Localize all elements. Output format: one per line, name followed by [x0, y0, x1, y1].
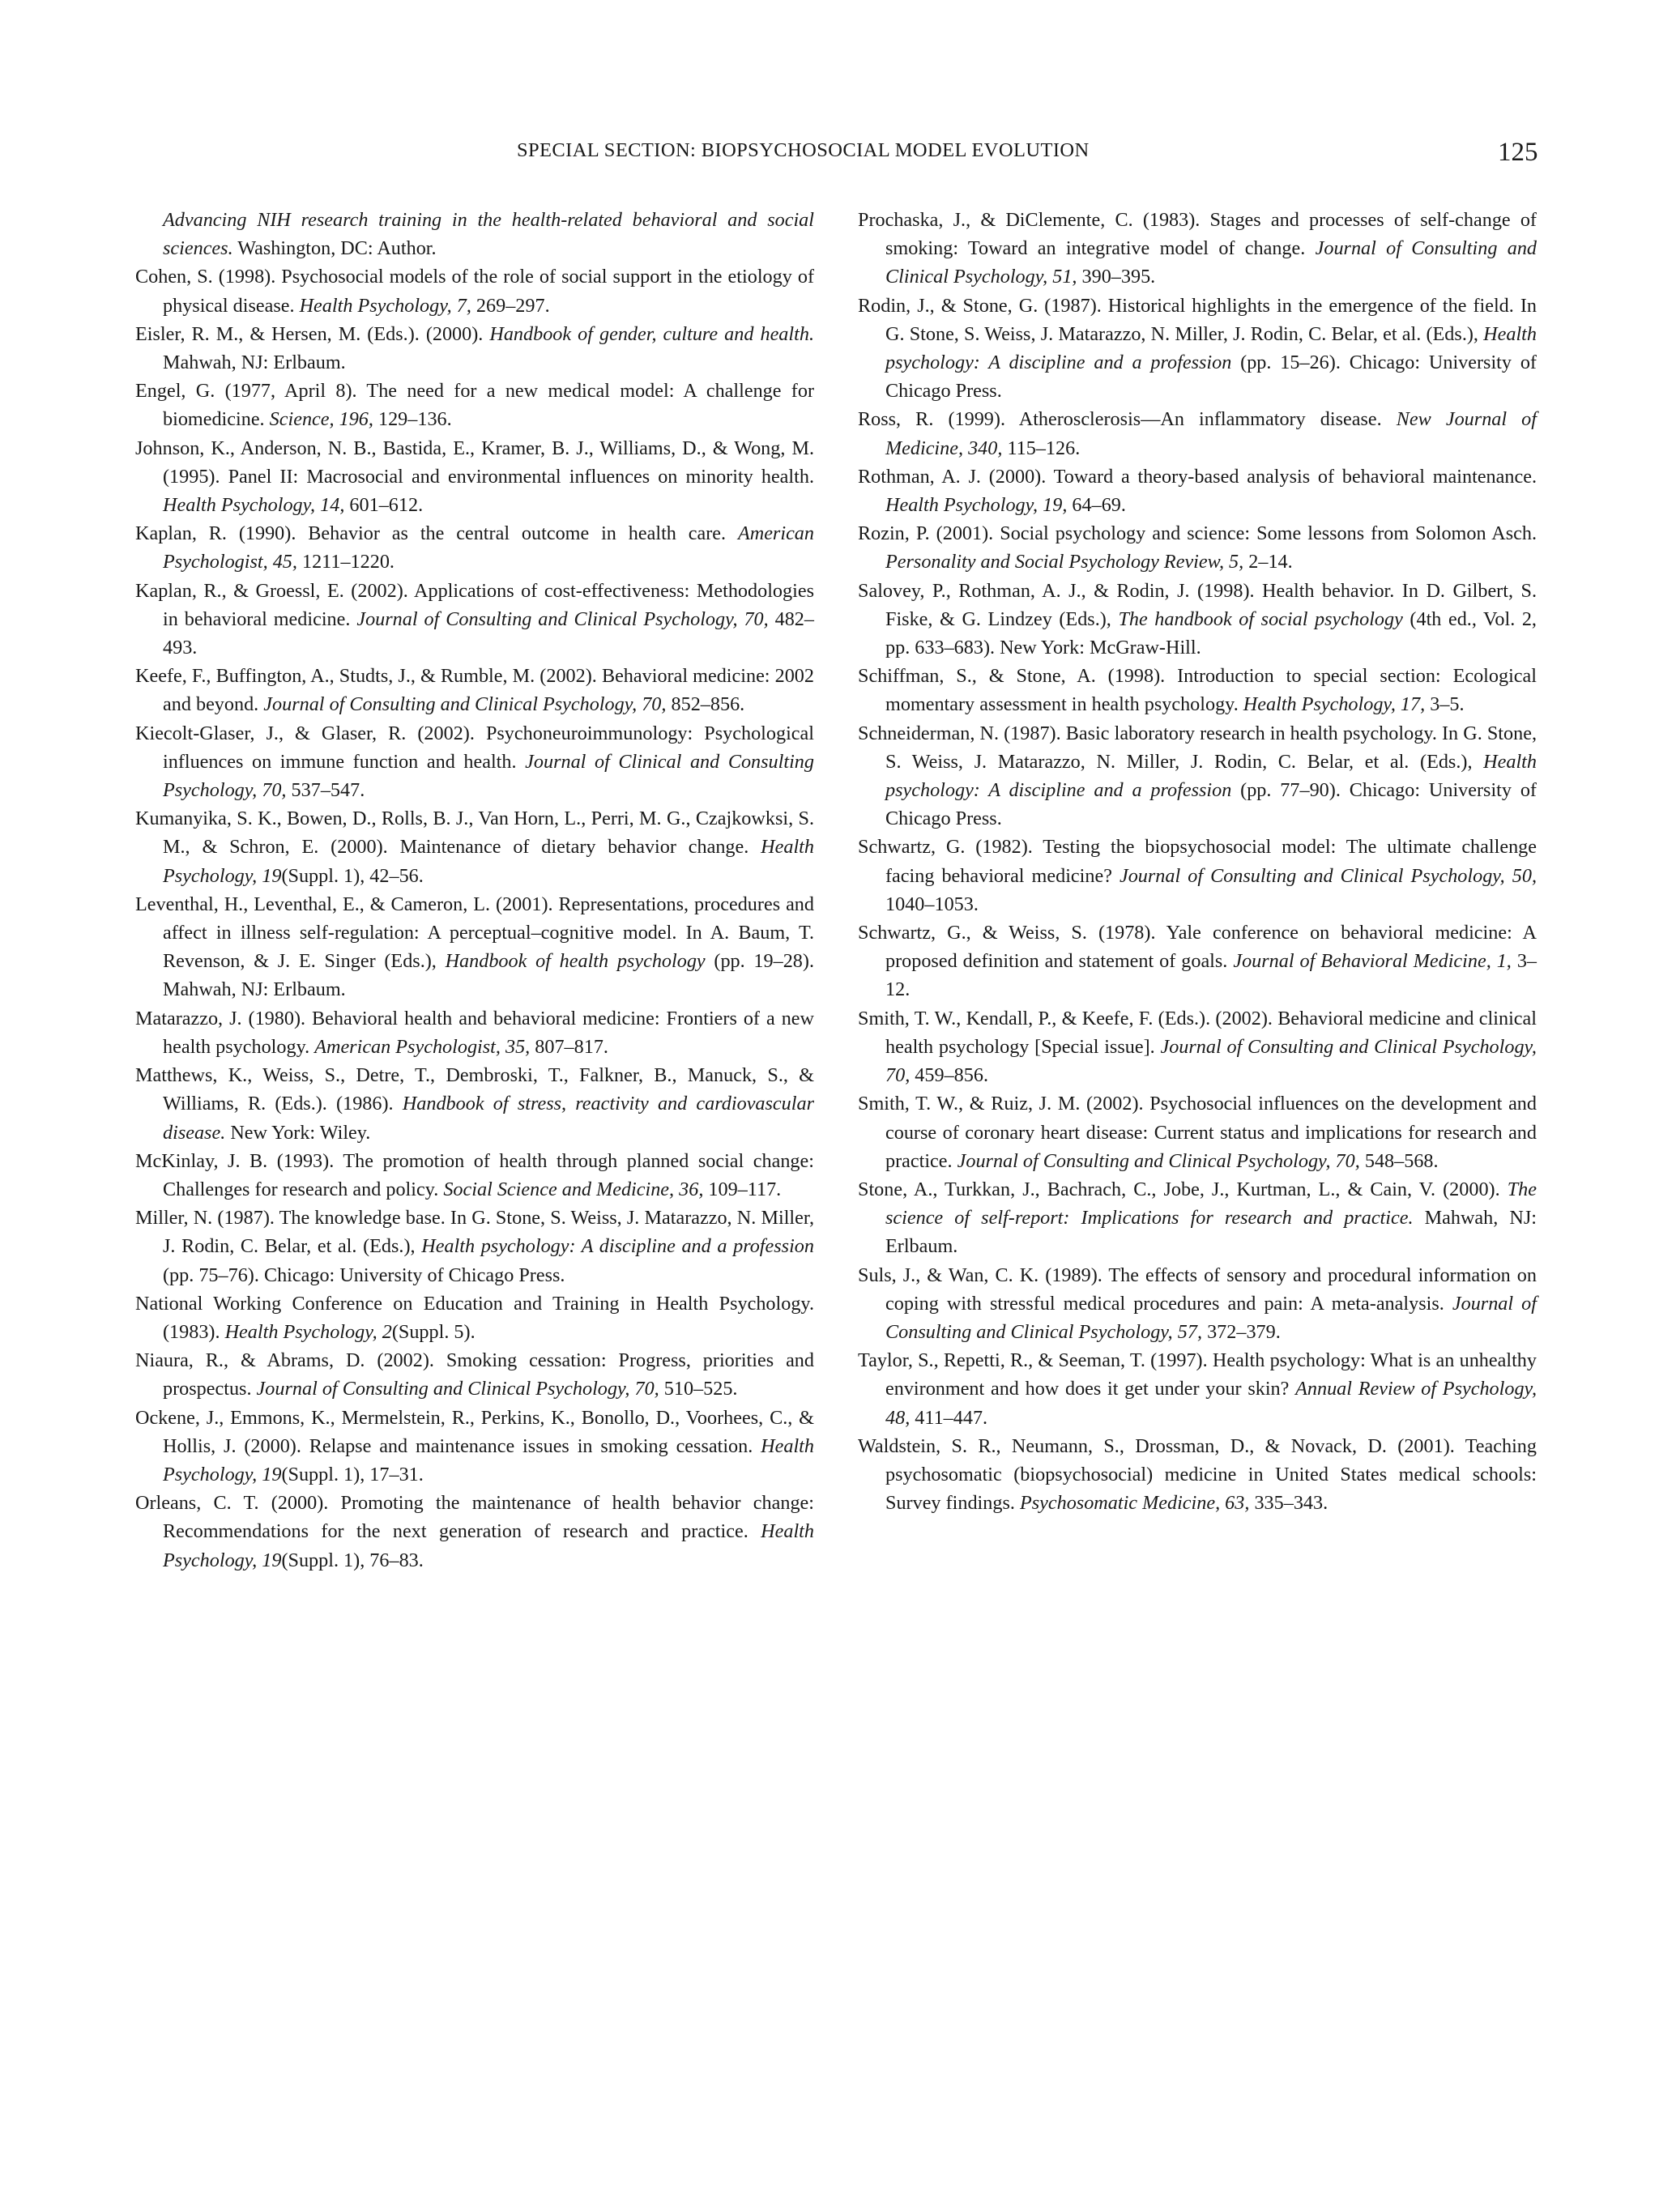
reference-entry: Stone, A., Turkkan, J., Bachrach, C., Jobe, J., Kurtman, L., & Cain, V. (2000). The science of self-report: Implications for research and practice. Mahwah, NJ: Erlbaum. [858, 1178, 1537, 1258]
reference-entry: Smith, T. W., & Ruiz, J. M. (2002). Psychosocial influences on the development and course of coronary heart disease: Current status and implications for research and practice. Journal of Consulting and Clinical Psychology, 70, 548–568. [858, 1093, 1537, 1172]
reference-entry: Schiffman, S., & Stone, A. (1998). Introduction to special section: Ecological momentary assessment in health psychology. Health Psychology, 17, 3–5. [858, 665, 1537, 716]
reference-entry: Advancing NIH research training in the health-related behavioral and social sciences. Washington, DC: Author. [163, 209, 814, 260]
reference-entry: National Working Conference on Education and Training in Health Psychology. (1983). Health Psychology, 2(Suppl. 5). [135, 1292, 814, 1343]
reference-column-left [135, 206, 814, 1575]
reference-entry: Matthews, K., Weiss, S., Detre, T., Dembroski, T., Falkner, B., Manuck, S., & Williams, R. (Eds.). (1986). Handbook of stress, reactivity and cardiovascular disease. New York: Wiley. [135, 1064, 814, 1144]
reference-entry: Prochaska, J., & DiClemente, C. (1983). Stages and processes of self-change of smoking: Toward an integrative model of change. Journal of Consulting and Clinical Psychology, 51, 390–395. [858, 209, 1537, 288]
reference-entry: Miller, N. (1987). The knowledge base. In G. Stone, S. Weiss, J. Matarazzo, N. Miller, J. Rodin, C. Belar, et al. (Eds.), Health psychology: A discipline and a profession (pp. 75–76). Chicago: University of Chicago Press. [135, 1207, 814, 1286]
reference-entry: Kaplan, R., & Groessl, E. (2002). Applications of cost-effectiveness: Methodologies in behavioral medicine. Journal of Consulting and Clinical Psychology, 70, 482–493. [135, 579, 814, 659]
reference-entry: Rozin, P. (2001). Social psychology and science: Some lessons from Solomon Asch. Personality and Social Psychology Review, 5, 2–14. [858, 522, 1537, 573]
reference-entry: Keefe, F., Buffington, A., Studts, J., & Rumble, M. (2002). Behavioral medicine: 2002 and beyond. Journal of Consulting and Clinical Psychology, 70, 852–856. [135, 665, 814, 716]
reference-entry: Waldstein, S. R., Neumann, S., Drossman, D., & Novack, D. (2001). Teaching psychosomatic (biopsychosocial) medicine in United States medical schools: Survey findings. Psychosomatic Medicine, 63, 335–343. [858, 1434, 1537, 1515]
reference-column-right [858, 206, 1537, 1517]
reference-entry: Eisler, R. M., & Hersen, M. (Eds.). (2000). Handbook of gender, culture and health. Mahwah, NJ: Erlbaum. [135, 322, 814, 374]
page-number: 125 [1498, 138, 1538, 167]
reference-entry: Engel, G. (1977, April 8). The need for a new medical model: A challenge for biomedicine. Science, 196, 129–136. [135, 380, 814, 431]
reference-entry: Ross, R. (1999). Atherosclerosis—An inflammatory disease. New Journal of Medicine, 340, 115–126. [858, 408, 1537, 459]
reference-entry: Matarazzo, J. (1980). Behavioral health and behavioral medicine: Frontiers of a new health psychology. American Psychologist, 35, 807–817. [135, 1007, 814, 1058]
reference-entry: Suls, J., & Wan, C. K. (1989). The effects of sensory and procedural information on coping with stressful medical procedures and pain: A meta-analysis. Journal of Consulting and Clinical Psychology, 57, 372–379. [858, 1264, 1537, 1343]
reference-entry: Leventhal, H., Leventhal, E., & Cameron, L. (2001). Representations, procedures and affect in illness self-regulation: A perceptual–cognitive model. In A. Baum, T. Revenson, & J. E. Singer (Eds.), Handbook of health psychology (pp. 19–28). Mahwah, NJ: Erlbaum. [135, 893, 814, 1001]
reference-entry: Kaplan, R. (1990). Behavior as the central outcome in health care. American Psychologist, 45, 1211–1220. [135, 522, 814, 573]
reference-entry: Orleans, C. T. (2000). Promoting the maintenance of health behavior change: Recommendations for the next generation of research and practice. Health Psychology, 19(Suppl. 1), 76–83. [135, 1492, 814, 1571]
reference-entry: Kiecolt-Glaser, J., & Glaser, R. (2002). Psychoneuroimmunology: Psychological influences on immune function and health. Journal of Clinical and Consulting Psychology, 70, 537–547. [135, 722, 814, 802]
reference-entry: Rodin, J., & Stone, G. (1987). Historical highlights in the emergence of the field. In G. Stone, S. Weiss, J. Matarazzo, N. Miller, J. Rodin, C. Belar, et al. (Eds.), Health psychology: A discipline and a profession (pp. 15–26). Chicago: University of Chicago Press. [858, 294, 1537, 403]
reference-entry: Niaura, R., & Abrams, D. (2002). Smoking cessation: Progress, priorities and prospectus. Journal of Consulting and Clinical Psychology, 70, 510–525. [135, 1349, 814, 1400]
reference-entry: Cohen, S. (1998). Psychosocial models of the role of social support in the etiology of physical disease. Health Psychology, 7, 269–297. [135, 266, 814, 317]
reference-entry: Ockene, J., Emmons, K., Mermelstein, R., Perkins, K., Bonollo, D., Voorhees, C., & Hollis, J. (2000). Relapse and maintenance issues in smoking cessation. Health Psychology, 19(Suppl. 1), 17–31. [135, 1406, 814, 1485]
reference-entry: Schwartz, G. (1982). Testing the biopsychosocial model: The ultimate challenge facing behavioral medicine? Journal of Consulting and Clinical Psychology, 50, 1040–1053. [858, 836, 1537, 915]
reference-entry: McKinlay, J. B. (1993). The promotion of health through planned social change: Challenges for research and policy. Social Science and Medicine, 36, 109–117. [135, 1149, 814, 1200]
reference-entry: Rothman, A. J. (2000). Toward a theory-based analysis of behavioral maintenance. Health Psychology, 19, 64–69. [858, 465, 1537, 517]
reference-entry: Johnson, K., Anderson, N. B., Bastida, E., Kramer, B. J., Williams, D., & Wong, M. (1995). Panel II: Macrosocial and environmental influences on minority health. Health Psychology, 14, 601–612. [135, 437, 814, 517]
reference-entry: Taylor, S., Repetti, R., & Seeman, T. (1997). Health psychology: What is an unhealthy environment and how does it get under your skin? Annual Review of Psychology, 48, 411–447. [858, 1349, 1537, 1429]
reference-entry: Smith, T. W., Kendall, P., & Keefe, F. (Eds.). (2002). Behavioral medicine and clinical health psychology [Special issue]. Journal of Consulting and Clinical Psychology, 70, 459–856. [858, 1007, 1537, 1087]
reference-entry: Salovey, P., Rothman, A. J., & Rodin, J. (1998). Health behavior. In D. Gilbert, S. Fiske, & G. Lindzey (Eds.), The handbook of social psychology (4th ed., Vol. 2, pp. 633–683). New York: McGraw-Hill. [858, 579, 1537, 659]
reference-entry: Schneiderman, N. (1987). Basic laboratory research in health psychology. In G. Stone, S. Weiss, J. Matarazzo, N. Miller, J. Rodin, C. Belar, et al. (Eds.), Health psychology: A discipline and a profession (pp. 77–90). Chicago: University of Chicago Press. [858, 722, 1537, 830]
reference-entry: Kumanyika, S. K., Bowen, D., Rolls, B. J., Van Horn, L., Perri, M. G., Czajkowksi, S. M., & Schron, E. (2000). Maintenance of dietary behavior change. Health Psychology, 19(Suppl. 1), 42–56. [135, 808, 814, 887]
reference-entry: Schwartz, G., & Weiss, S. (1978). Yale conference on behavioral medicine: A proposed definition and statement of goals. Journal of Behavioral Medicine, 1, 3–12. [858, 922, 1537, 1001]
running-head: SPECIAL SECTION: BIOPSYCHOSOCIAL MODEL EVOLUTION [517, 139, 1090, 161]
